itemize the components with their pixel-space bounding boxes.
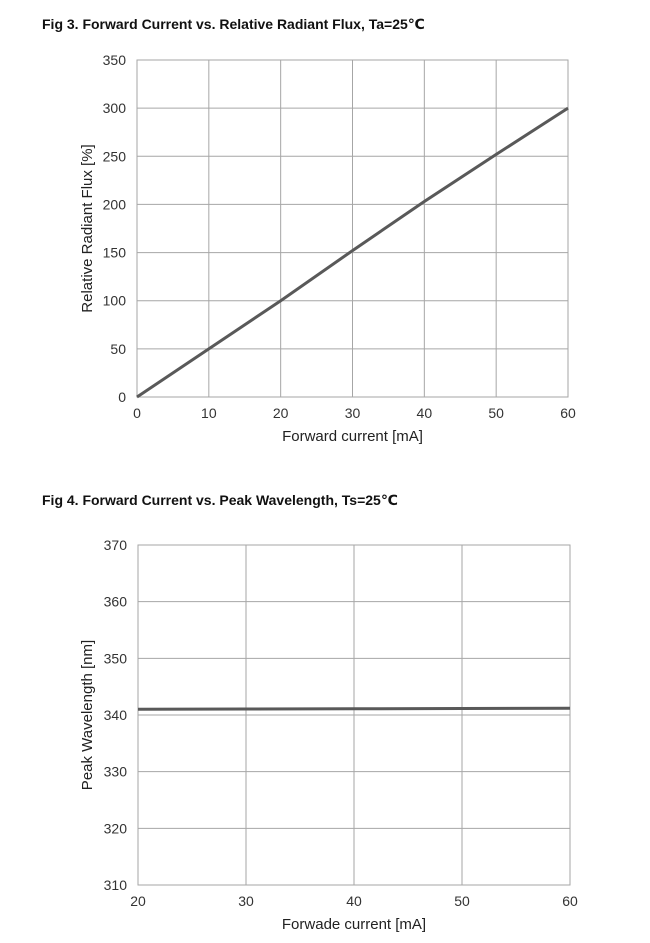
y-tick-label: 370 (103, 537, 127, 553)
y-tick-label: 100 (102, 292, 126, 309)
x-tick-label: 60 (562, 893, 578, 909)
x-tick-label: 40 (416, 405, 433, 421)
x-axis-label: Forwade current [mA] (281, 916, 427, 933)
x-tick-label: 50 (488, 405, 504, 421)
y-tick-label: 250 (102, 148, 126, 165)
x-tick-label: 20 (272, 405, 289, 421)
y-tick-label: 360 (103, 593, 127, 610)
y-tick-label: 340 (103, 707, 127, 723)
y-tick-label: 0 (118, 389, 126, 405)
figure-title: Fig 3. Forward Current vs. Relative Radiant Flux, Ta=25℃ (42, 16, 425, 32)
y-tick-label: 310 (103, 877, 127, 893)
y-tick-label: 350 (102, 52, 126, 68)
y-tick-label: 320 (103, 820, 127, 837)
y-tick-label: 200 (102, 196, 126, 213)
x-tick-label: 10 (201, 405, 217, 421)
x-tick-label: 60 (560, 405, 576, 421)
x-tick-label: 20 (130, 893, 146, 909)
y-tick-label: 330 (103, 763, 127, 780)
x-tick-label: 40 (346, 893, 362, 909)
x-tick-label: 50 (454, 893, 470, 909)
x-tick-label: 30 (238, 893, 254, 909)
figure-title: Fig 4. Forward Current vs. Peak Wavelength, Ts=25℃ (42, 492, 398, 508)
x-tick-label: 30 (344, 405, 361, 421)
y-tick-label: 350 (103, 650, 127, 667)
y-axis-label: Relative Radiant Flux [%] (79, 144, 96, 313)
y-axis-label: Peak Wavelength [nm] (79, 639, 96, 791)
y-tick-label: 300 (102, 100, 126, 117)
y-tick-label: 150 (102, 244, 126, 261)
x-tick-label: 0 (133, 405, 141, 421)
series-line (138, 708, 570, 709)
x-axis-label: Forward current [mA] (282, 428, 423, 445)
y-tick-label: 50 (110, 340, 126, 357)
